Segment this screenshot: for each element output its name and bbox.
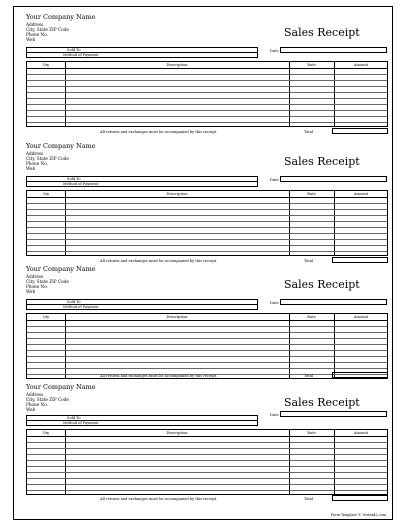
table-row[interactable] — [27, 98, 387, 99]
date-label: Date — [270, 413, 279, 417]
payment-method-field[interactable] — [26, 52, 258, 58]
col-amount: Amount — [353, 315, 369, 319]
table-row[interactable] — [27, 454, 387, 455]
col-amount: Amount — [353, 63, 369, 67]
table-row[interactable] — [27, 203, 387, 204]
table-row[interactable] — [27, 104, 387, 105]
company-address: Address — [26, 22, 44, 27]
payment-method-field[interactable] — [26, 304, 258, 310]
company-name: Your Company Name — [26, 383, 96, 391]
table-row[interactable] — [27, 326, 387, 327]
table-row[interactable] — [27, 251, 387, 252]
sold-to-label: Sold To — [67, 416, 81, 420]
payment-method-label: Method of Payment — [63, 421, 99, 425]
col-qty: Qty — [42, 63, 50, 67]
total-field[interactable] — [332, 372, 388, 378]
col-amount: Amount — [353, 431, 369, 435]
table-row[interactable] — [27, 490, 387, 491]
col-qty: Qty — [42, 431, 50, 435]
table-row[interactable] — [27, 350, 387, 351]
company-city: City, State ZIP Code — [26, 279, 69, 284]
company-address: Address — [26, 151, 44, 156]
table-row[interactable] — [27, 110, 387, 111]
col-description: Description — [166, 431, 188, 435]
sold-to-label: Sold To — [67, 177, 81, 181]
table-row[interactable] — [27, 442, 387, 443]
table-row[interactable] — [27, 74, 387, 75]
table-row[interactable] — [27, 233, 387, 234]
return-policy-note: All returns and exchanges must be accompanied by this receipt. — [100, 374, 218, 378]
table-row[interactable] — [27, 122, 387, 123]
sold-to-label: Sold To — [67, 48, 81, 52]
company-name: Your Company Name — [26, 265, 96, 273]
col-qty: Qty — [42, 192, 50, 196]
table-row[interactable] — [27, 466, 387, 467]
table-row[interactable] — [27, 221, 387, 222]
table-row[interactable] — [27, 448, 387, 449]
receipt-title: Sales Receipt — [284, 396, 360, 409]
total-label: Total — [304, 374, 314, 378]
sales-receipt-1 — [14, 9, 394, 135]
table-row[interactable] — [27, 80, 387, 81]
table-row[interactable] — [27, 362, 387, 363]
payment-method-label: Method of Payment — [63, 305, 99, 309]
table-row[interactable] — [27, 356, 387, 357]
table-row[interactable] — [27, 344, 387, 345]
company-name: Your Company Name — [26, 13, 96, 21]
company-web: Web — [26, 407, 36, 412]
company-address: Address — [26, 274, 44, 279]
payment-method-label: Method of Payment — [63, 53, 99, 57]
col-rate: Rate — [307, 63, 316, 67]
col-description: Description — [166, 192, 188, 196]
date-field[interactable] — [280, 176, 387, 182]
company-phone: Phone No. — [26, 284, 48, 289]
company-web: Web — [26, 289, 36, 294]
table-row[interactable] — [27, 239, 387, 240]
company-city: City, State ZIP Code — [26, 27, 69, 32]
table-row[interactable] — [27, 484, 387, 485]
receipt-title: Sales Receipt — [284, 26, 360, 39]
date-field[interactable] — [280, 411, 387, 417]
total-label: Total — [304, 130, 314, 134]
total-label: Total — [304, 259, 314, 263]
col-qty: Qty — [42, 315, 50, 319]
return-policy-note: All returns and exchanges must be accompanied by this receipt. — [100, 497, 218, 501]
total-label: Total — [304, 497, 314, 501]
table-row[interactable] — [27, 332, 387, 333]
date-field[interactable] — [280, 299, 387, 305]
return-policy-note: All returns and exchanges must be accompanied by this receipt. — [100, 130, 218, 134]
table-row[interactable] — [27, 472, 387, 473]
company-phone: Phone No. — [26, 161, 48, 166]
payment-method-label: Method of Payment — [63, 182, 99, 186]
receipt-title: Sales Receipt — [284, 278, 360, 291]
table-row[interactable] — [27, 460, 387, 461]
table-row[interactable] — [27, 245, 387, 246]
company-phone: Phone No. — [26, 402, 48, 407]
payment-method-field[interactable] — [26, 420, 258, 426]
date-label: Date — [270, 178, 279, 182]
date-label: Date — [270, 301, 279, 305]
company-phone: Phone No. — [26, 32, 48, 37]
company-web: Web — [26, 166, 36, 171]
table-row[interactable] — [27, 215, 387, 216]
company-city: City, State ZIP Code — [26, 397, 69, 402]
table-row[interactable] — [27, 478, 387, 479]
col-amount: Amount — [353, 192, 369, 196]
table-row[interactable] — [27, 368, 387, 369]
sold-to-label: Sold To — [67, 300, 81, 304]
line-items-table — [26, 61, 388, 127]
company-city: City, State ZIP Code — [26, 156, 69, 161]
payment-method-field[interactable] — [26, 181, 258, 187]
col-description: Description — [166, 63, 188, 67]
total-field[interactable] — [332, 128, 388, 134]
company-web: Web — [26, 37, 36, 42]
total-field[interactable] — [332, 495, 388, 501]
table-row[interactable] — [27, 86, 387, 87]
company-name: Your Company Name — [26, 142, 96, 150]
sales-receipt-2 — [14, 138, 394, 264]
footer-credit: Form Template © Vertex42.com — [330, 513, 386, 517]
col-rate: Rate — [307, 315, 316, 319]
line-items-table — [26, 190, 388, 256]
date-label: Date — [270, 49, 279, 53]
col-rate: Rate — [307, 431, 316, 435]
receipt-page — [13, 6, 393, 520]
date-field[interactable] — [280, 47, 387, 53]
table-row[interactable] — [27, 338, 387, 339]
col-description: Description — [166, 315, 188, 319]
line-items-table — [26, 429, 388, 495]
receipt-title: Sales Receipt — [284, 155, 360, 168]
line-items-table — [26, 313, 388, 379]
table-row[interactable] — [27, 116, 387, 117]
company-address: Address — [26, 392, 44, 397]
return-policy-note: All returns and exchanges must be accompanied by this receipt. — [100, 259, 218, 263]
sales-receipt-3 — [14, 261, 394, 387]
table-row[interactable] — [27, 209, 387, 210]
table-row[interactable] — [27, 227, 387, 228]
col-rate: Rate — [307, 192, 316, 196]
table-row[interactable] — [27, 92, 387, 93]
sales-receipt-4 — [14, 379, 394, 505]
